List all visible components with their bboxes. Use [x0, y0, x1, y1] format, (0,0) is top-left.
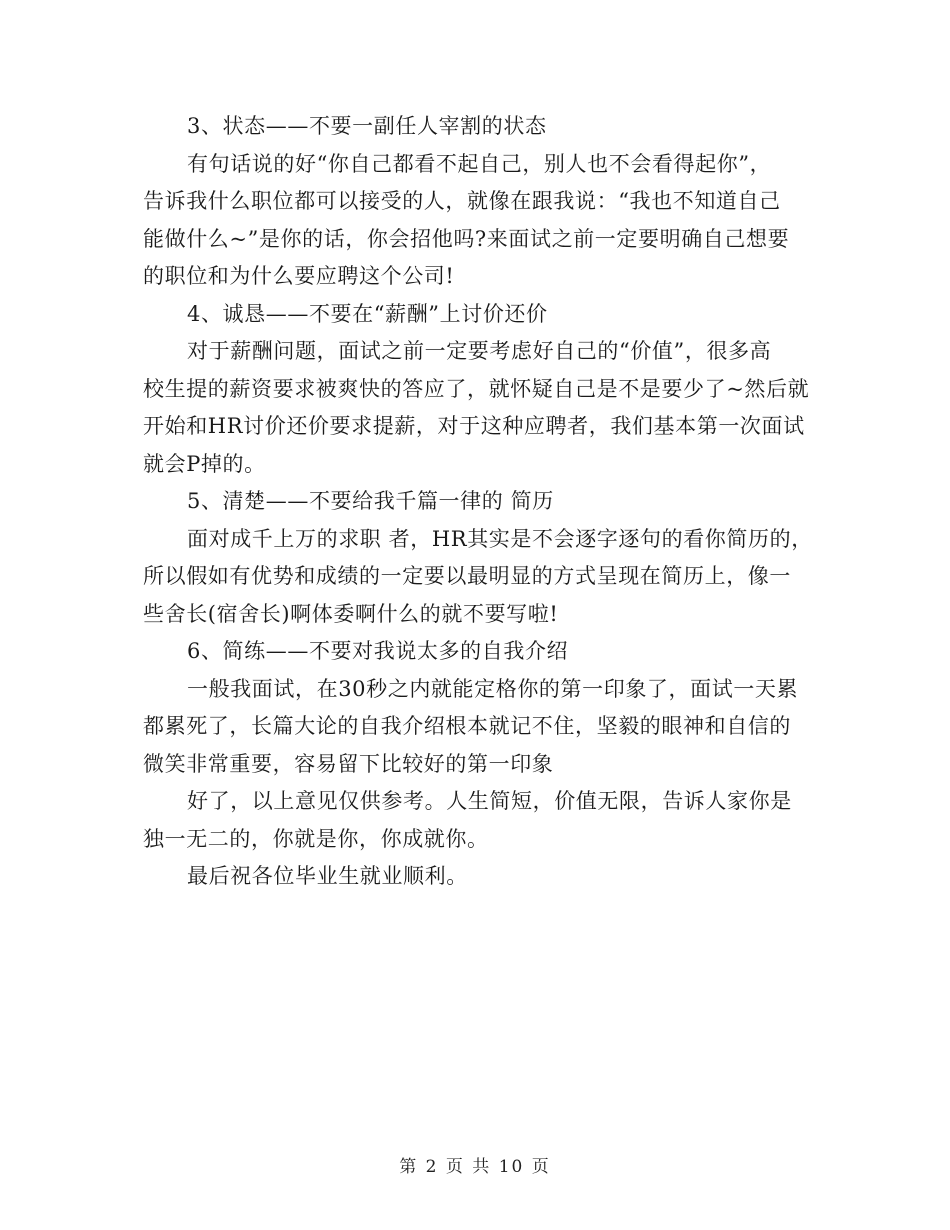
page-number-footer: 第 2 页 共 10 页	[399, 1157, 551, 1177]
paragraph-line: 有句话说的好“你自己都看不起自己，别人也不会看得起你”，	[187, 151, 772, 176]
closing-line: 最后祝各位毕业生就业顺利。	[187, 864, 468, 888]
section-heading-concise: 6、简练——不要对我说太多的自我介绍	[187, 639, 569, 663]
paragraph-line: 能做什么~”是你的话，你会招他吗?来面试之前一定要明确自己想要	[143, 226, 790, 251]
paragraph-line: 些舍长(宿舍长)啊体委啊什么的就不要写啦!	[143, 601, 559, 626]
paragraph-line: 独一无二的，你就是你，你成就你。	[143, 826, 489, 851]
section-heading-sincerity: 4、诚恳——不要在“薪酬”上讨价还价	[187, 301, 548, 326]
paragraph-line: 就会P掉的。	[143, 451, 266, 476]
paragraph-line: 对于薪酬问题，面试之前一定要考虑好自己的“价值”，很多高	[187, 339, 772, 363]
paragraph-line: 开始和HR讨价还价要求提薪，对于这种应聘者，我们基本第一次面试	[143, 414, 805, 438]
paragraph-line: 所以假如有优势和成绩的一定要以最明显的方式呈现在简历上，像一	[143, 564, 791, 588]
section-heading-status: 3、状态——不要一副任人宰割的状态	[187, 114, 547, 138]
paragraph-line: 告诉我什么职位都可以接受的人，就像在跟我说：“我也不知道自己	[143, 189, 781, 213]
paragraph-line: 面对成千上万的求职 者，HR其实是不会逐字逐句的看你简历的，	[187, 526, 813, 551]
paragraph-line: 一般我面试，在30秒之内就能定格你的第一印象了，面试一天累	[187, 676, 799, 701]
section-heading-clarity: 5、清楚——不要给我千篇一律的 简历	[187, 489, 554, 513]
paragraph-line: 微笑非常重要，容易留下比较好的第一印象	[143, 751, 554, 776]
paragraph-line: 好了，以上意见仅供参考。人生简短，价值无限，告诉人家你是	[187, 789, 792, 813]
paragraph-line: 的职位和为什么要应聘这个公司!	[143, 264, 455, 288]
document-body	[143, 108, 823, 896]
paragraph-line: 校生提的薪资要求被爽快的答应了，就怀疑自己是不是要少了~然后就	[143, 376, 810, 401]
paragraph-line: 都累死了，长篇大论的自我介绍根本就记不住，坚毅的眼神和自信的	[143, 714, 791, 738]
